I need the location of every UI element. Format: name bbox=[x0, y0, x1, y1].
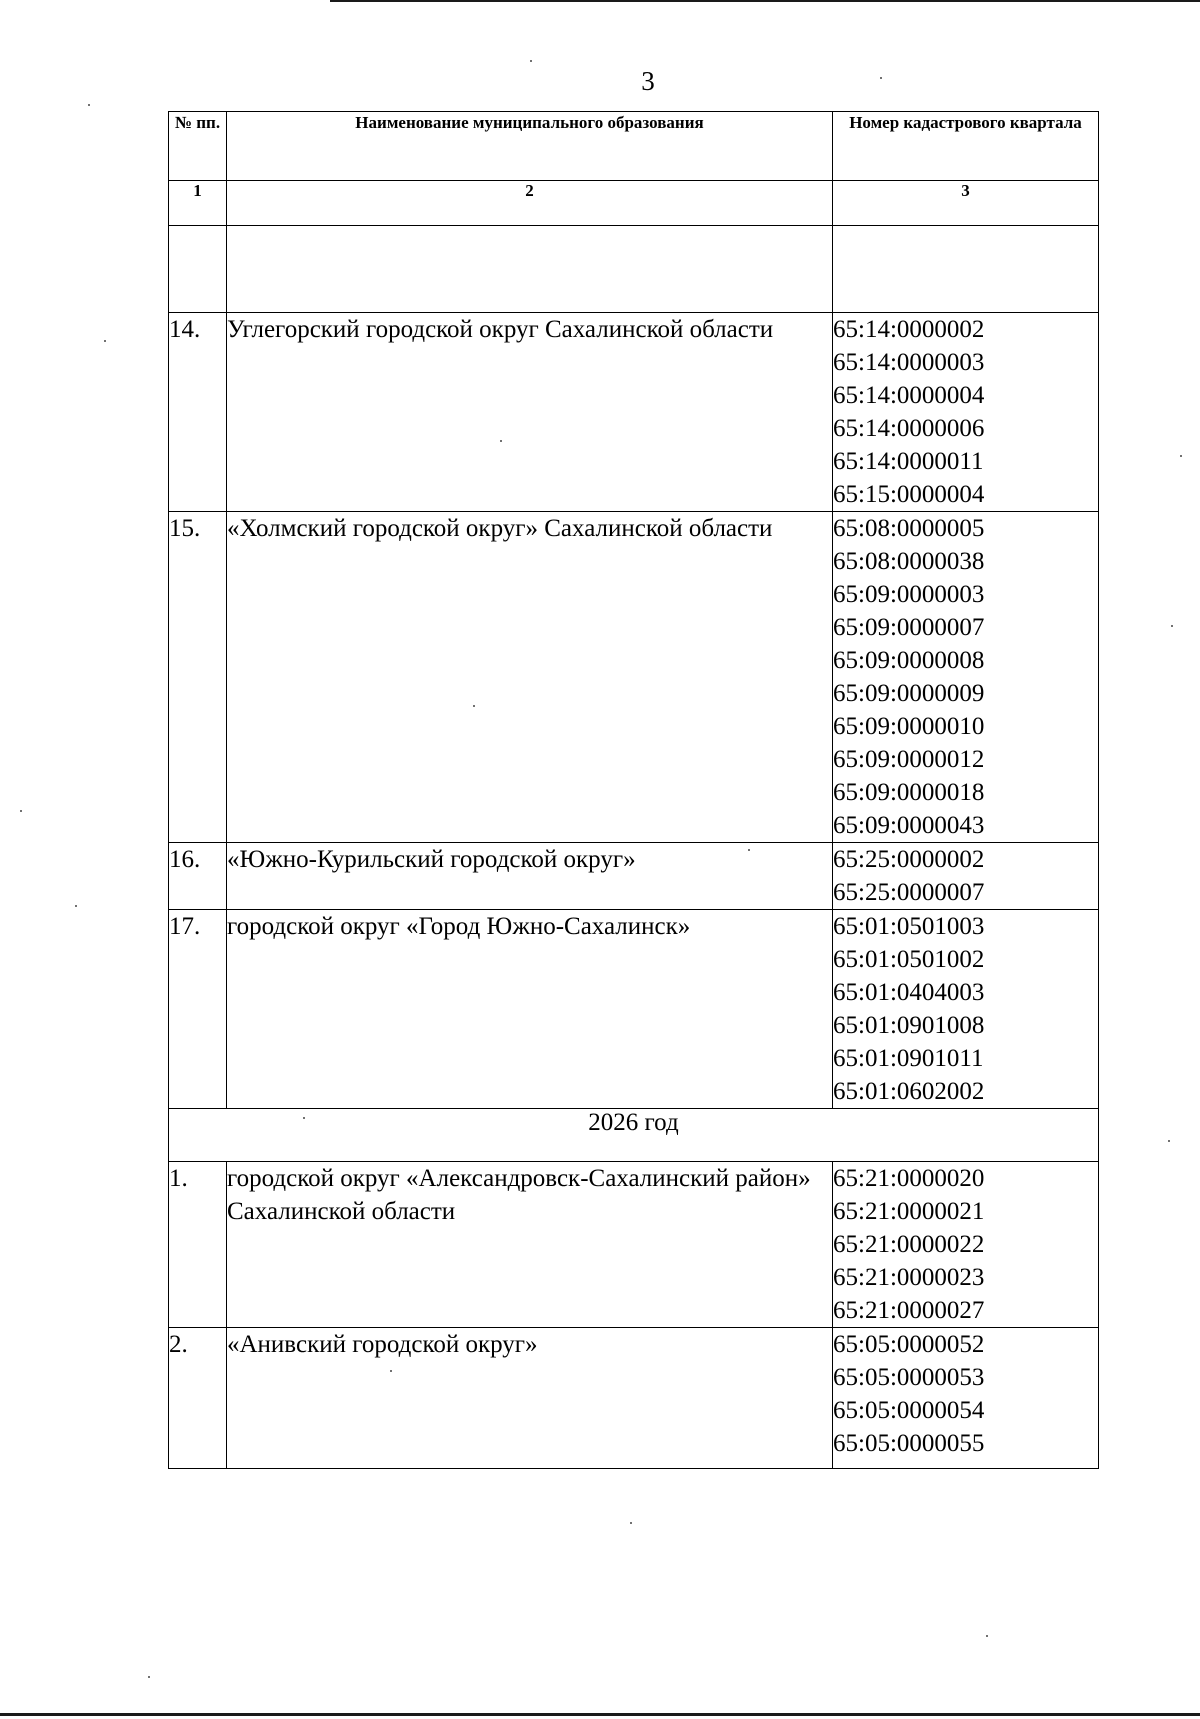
scan-speck bbox=[1168, 1140, 1170, 1142]
empty-cell bbox=[169, 226, 227, 313]
cadastral-code: 65:21:0000023 bbox=[833, 1264, 985, 1291]
cadastral-code: 65:14:0000004 bbox=[833, 382, 985, 409]
table-header-row bbox=[169, 112, 1099, 181]
column-index: 2 bbox=[227, 181, 833, 226]
table-row bbox=[169, 910, 1099, 1109]
cadastral-code: 65:09:0000018 bbox=[833, 779, 985, 806]
cadastral-code: 65:05:0000054 bbox=[833, 1397, 985, 1424]
cadastral-codes bbox=[833, 1328, 1099, 1469]
scan-speck bbox=[748, 849, 750, 851]
row-number: 15. bbox=[169, 512, 227, 843]
scan-speck bbox=[75, 905, 77, 907]
empty-cell bbox=[227, 226, 833, 313]
column-index-row bbox=[169, 181, 1099, 226]
cadastral-code: 65:21:0000022 bbox=[833, 1231, 985, 1258]
cadastral-code: 65:05:0000055 bbox=[833, 1430, 985, 1457]
header-name: Наименование муниципального образования bbox=[227, 112, 833, 181]
cadastral-code: 65:09:0000043 bbox=[833, 812, 985, 839]
row-number: 2. bbox=[169, 1328, 227, 1469]
column-index: 3 bbox=[833, 181, 1099, 226]
scan-speck bbox=[500, 440, 502, 442]
cadastral-code: 65:08:0000005 bbox=[833, 515, 985, 542]
municipality-name: городской округ «Александровск-Сахалинский район» Сахалинской области bbox=[227, 1162, 833, 1328]
cadastral-code: 65:08:0000038 bbox=[833, 548, 985, 575]
scan-speck bbox=[104, 340, 106, 342]
column-index: 1 bbox=[169, 181, 227, 226]
empty-cell bbox=[833, 226, 1099, 313]
scan-speck bbox=[148, 1676, 150, 1678]
table-row bbox=[169, 843, 1099, 910]
scan-speck bbox=[20, 810, 22, 812]
cadastral-code: 65:01:0901011 bbox=[833, 1045, 984, 1072]
cadastral-code: 65:05:0000053 bbox=[833, 1364, 985, 1391]
scan-speck bbox=[530, 60, 532, 62]
cadastral-code: 65:21:0000021 bbox=[833, 1198, 985, 1225]
cadastral-codes bbox=[833, 512, 1099, 843]
header-cadastral: Номер кадастрового квартала bbox=[833, 112, 1099, 181]
scan-speck bbox=[1171, 625, 1173, 627]
cadastral-code: 65:05:0000052 bbox=[833, 1331, 985, 1358]
row-number: 16. bbox=[169, 843, 227, 910]
scan-edge-bottom bbox=[0, 1713, 1200, 1716]
municipality-name: «Холмский городской округ» Сахалинской области bbox=[227, 512, 833, 843]
page-number: 3 bbox=[641, 66, 655, 96]
row-number: 17. bbox=[169, 910, 227, 1109]
cadastral-code: 65:09:0000008 bbox=[833, 647, 985, 674]
cadastral-code: 65:09:0000003 bbox=[833, 581, 985, 608]
scan-speck bbox=[880, 77, 882, 79]
table-row bbox=[169, 1162, 1099, 1328]
cadastral-table bbox=[168, 111, 1099, 1469]
cadastral-codes bbox=[833, 313, 1099, 512]
municipality-name: Углегорский городской округ Сахалинской области bbox=[227, 313, 833, 512]
row-number: 1. bbox=[169, 1162, 227, 1328]
cadastral-code: 65:14:0000006 bbox=[833, 415, 985, 442]
cadastral-code: 65:01:0404003 bbox=[833, 979, 985, 1006]
cadastral-codes bbox=[833, 843, 1099, 910]
scan-speck bbox=[1180, 455, 1182, 457]
cadastral-code: 65:14:0000002 bbox=[833, 316, 985, 343]
cadastral-code: 65:01:0501002 bbox=[833, 946, 985, 973]
cadastral-code: 65:09:0000009 bbox=[833, 680, 985, 707]
cadastral-code: 65:09:0000012 bbox=[833, 746, 985, 773]
cadastral-code: 65:15:0000004 bbox=[833, 481, 985, 508]
scan-speck bbox=[473, 705, 475, 707]
cadastral-code: 65:25:0000002 bbox=[833, 846, 985, 873]
table-row bbox=[169, 512, 1099, 843]
municipality-name: городской округ «Город Южно-Сахалинск» bbox=[227, 910, 833, 1109]
cadastral-code: 65:01:0901008 bbox=[833, 1012, 985, 1039]
scan-speck bbox=[303, 1117, 305, 1119]
scan-speck bbox=[88, 104, 90, 106]
cadastral-code: 65:09:0000010 bbox=[833, 713, 985, 740]
cadastral-codes bbox=[833, 910, 1099, 1109]
scan-speck bbox=[986, 1635, 988, 1637]
cadastral-code: 65:14:0000003 bbox=[833, 349, 985, 376]
scan-speck bbox=[390, 1370, 392, 1372]
empty-row bbox=[169, 226, 1099, 313]
cadastral-code: 65:09:0000007 bbox=[833, 614, 985, 641]
cadastral-code: 65:01:0602002 bbox=[833, 1078, 985, 1105]
scan-speck bbox=[630, 1522, 632, 1524]
cadastral-codes bbox=[833, 1162, 1099, 1328]
cadastral-code: 65:21:0000020 bbox=[833, 1165, 985, 1192]
municipality-name: «Анивский городской округ» bbox=[227, 1328, 833, 1469]
municipality-name: «Южно-Курильский городской округ» bbox=[227, 843, 833, 910]
cadastral-code: 65:01:0501003 bbox=[833, 913, 985, 940]
table-row bbox=[169, 1328, 1099, 1469]
header-num: № пп. bbox=[169, 112, 227, 181]
cadastral-code: 65:25:0000007 bbox=[833, 879, 985, 906]
row-number: 14. bbox=[169, 313, 227, 512]
cadastral-code: 65:14:0000011 bbox=[833, 448, 984, 475]
year-heading-row bbox=[169, 1109, 1099, 1162]
year-heading: 2026 год bbox=[169, 1109, 1099, 1162]
table-row bbox=[169, 313, 1099, 512]
cadastral-code: 65:21:0000027 bbox=[833, 1297, 985, 1324]
scan-edge-top bbox=[330, 0, 1200, 2]
